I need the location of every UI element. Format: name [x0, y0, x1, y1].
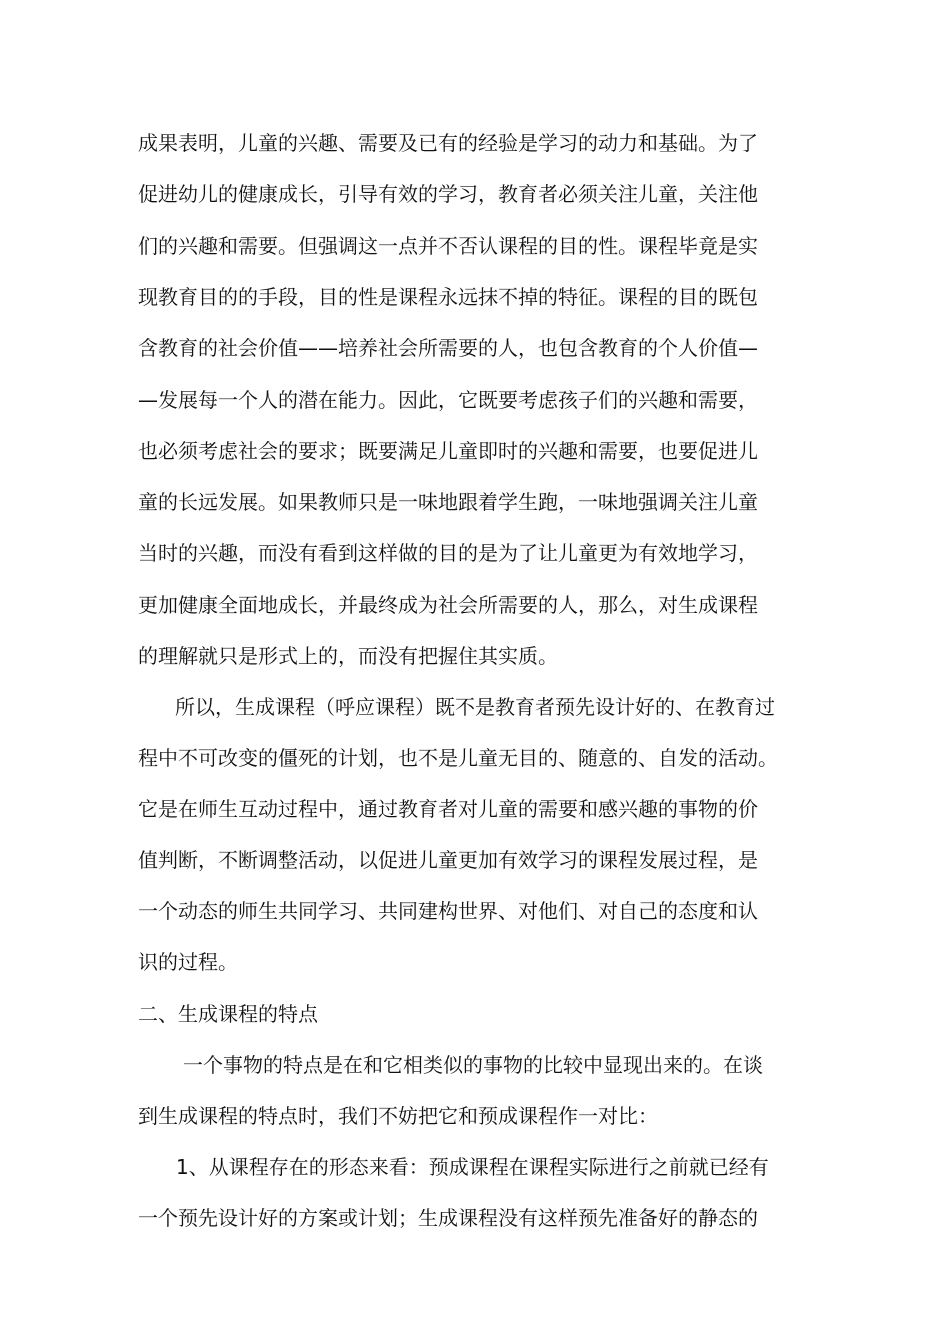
body-line: —发展每一个人的潜在能力。因此，它既要考虑孩子们的兴趣和需要， [138, 388, 758, 412]
body-line: 含教育的社会价值——培养社会所需要的人，也包含教育的个人价值— [138, 336, 758, 360]
body-line: 一个动态的师生共同学习、共同建构世界、对他们、对自己的态度和认 [138, 899, 758, 923]
body-line: 它是在师生互动过程中，通过教育者对儿童的需要和感兴趣的事物的价 [138, 797, 758, 821]
body-line: 当时的兴趣，而没有看到这样做的目的是为了让儿童更为有效地学习， [138, 541, 758, 565]
body-line: 值判断，不断调整活动，以促进儿童更加有效学习的课程发展过程，是 [138, 848, 758, 872]
body-line: 到生成课程的特点时，我们不妨把它和预成课程作一对比： [138, 1104, 658, 1128]
body-line: 的理解就只是形式上的，而没有把握住其实质。 [138, 644, 558, 668]
body-line: 更加健康全面地成长，并最终成为社会所需要的人，那么，对生成课程 [138, 593, 758, 617]
body-line: 成果表明，儿童的兴趣、需要及已有的经验是学习的动力和基础。为了 [138, 131, 758, 155]
body-line: 促进幼儿的健康成长，引导有效的学习，教育者必须关注儿童，关注他 [138, 182, 758, 206]
paragraph-first-line: 所以，生成课程（呼应课程）既不是教育者预先设计好的、在教育过 [175, 695, 775, 719]
body-line: 识的过程。 [138, 950, 238, 974]
body-line: 现教育目的的手段，目的性是课程永远抹不掉的特征。课程的目的既包 [138, 285, 758, 309]
section-heading: 二、生成课程的特点 [138, 1002, 318, 1026]
body-line: 一个预先设计好的方案或计划；生成课程没有这样预先准备好的静态的 [138, 1206, 758, 1230]
body-line: 们的兴趣和需要。但强调这一点并不否认课程的目的性。课程毕竟是实 [138, 234, 758, 258]
list-item-line: 1、从课程存在的形态来看：预成课程在课程实际进行之前就已经有 [176, 1155, 769, 1179]
body-line: 也必须考虑社会的要求；既要满足儿童即时的兴趣和需要，也要促进儿 [138, 439, 758, 463]
body-line: 程中不可改变的僵死的计划，也不是儿童无目的、随意的、自发的活动。 [138, 746, 778, 770]
body-line: 童的长远发展。如果教师只是一味地跟着学生跑，一味地强调关注儿童 [138, 490, 758, 514]
paragraph-first-line: 一个事物的特点是在和它相类似的事物的比较中显现出来的。在谈 [183, 1053, 763, 1077]
